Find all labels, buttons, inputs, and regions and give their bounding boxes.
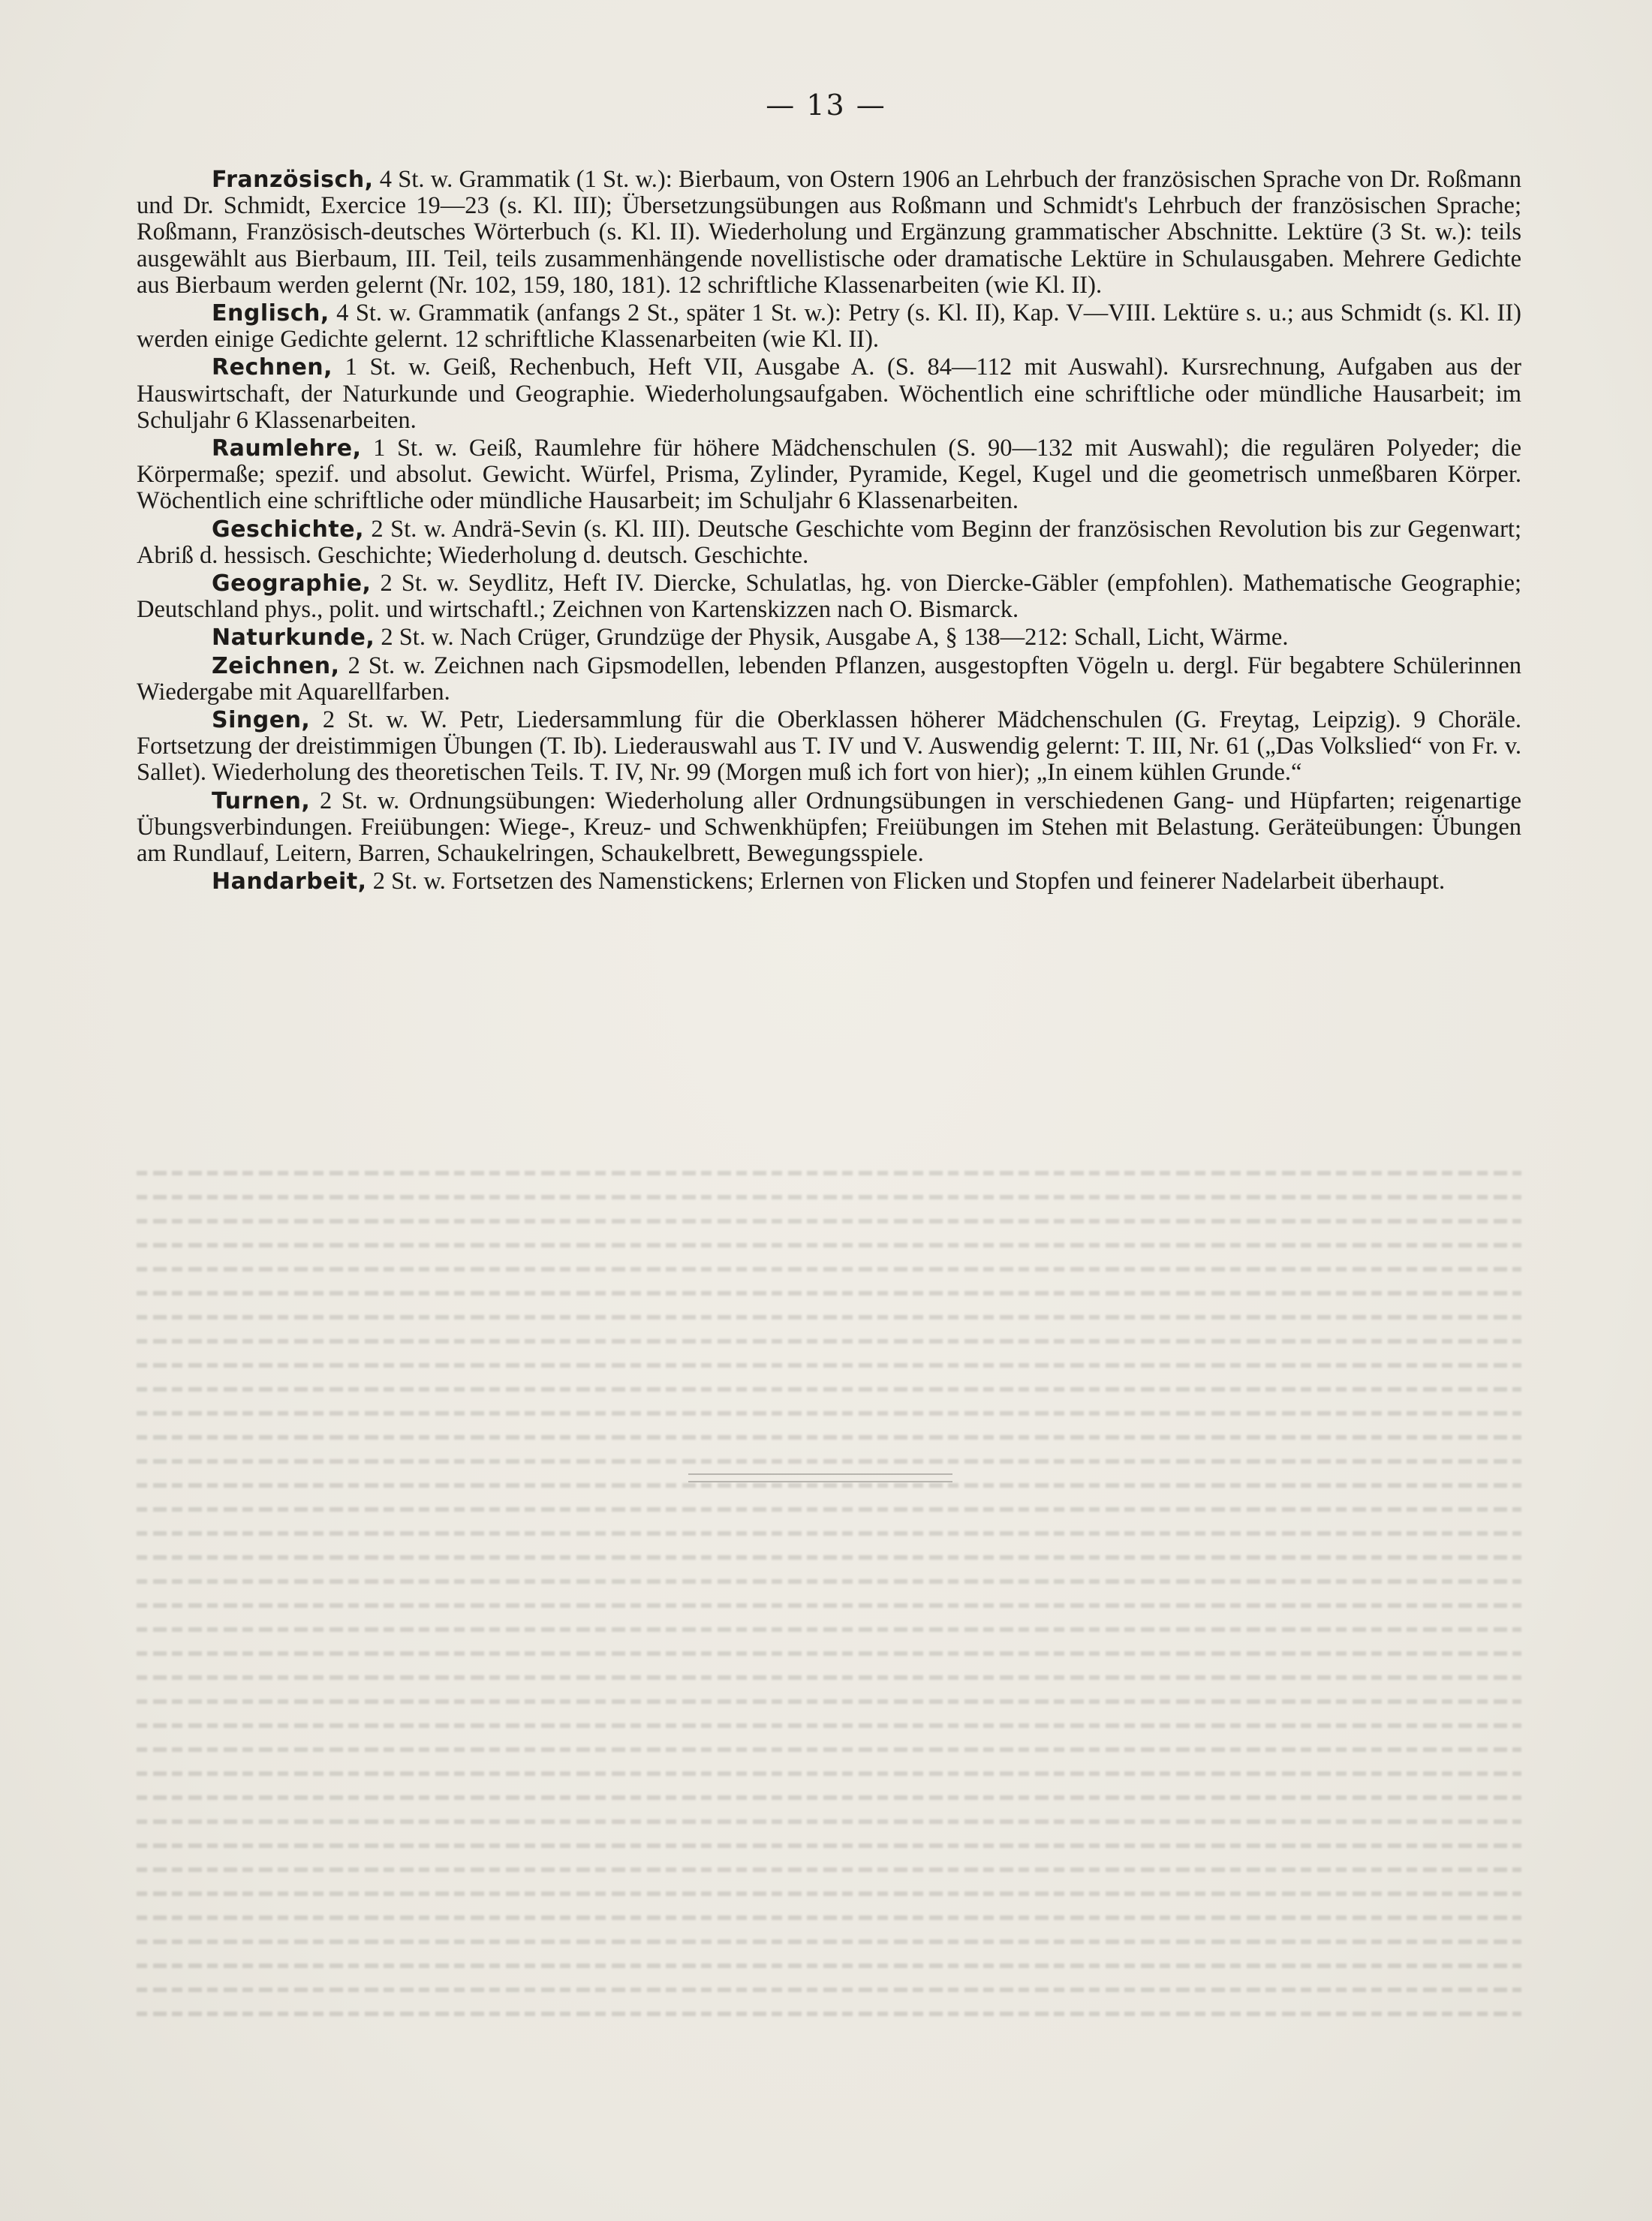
- subject-heading: Turnen,: [212, 787, 311, 814]
- subject-heading: Handarbeit,: [212, 868, 367, 895]
- bleed-through-texture: [137, 1171, 1521, 2072]
- paragraph-geschichte: [137, 516, 1521, 569]
- paragraph-text: 4 St. w. Grammatik (anfangs 2 St., später 1 St. w.): Petry (s. Kl. II), Kap. V—VIII. Lektüre s. u.; aus Schmidt (s. Kl. II) werden einige Gedichte gelernt. 12 schriftliche Klassenarbeiten (wie Kl. II).: [137, 299, 1521, 354]
- page-number: — 13 —: [766, 89, 886, 122]
- bleed-line: [137, 1339, 1521, 1344]
- bleed-line: [137, 1891, 1521, 1896]
- bleed-line: [137, 1843, 1521, 1848]
- paragraph-text: 2 St. w. Zeichnen nach Gipsmodellen, lebenden Pflanzen, ausgestopften Vögeln u. dergl. Für begabtere Schülerinnen Wiedergabe mit Aquarellfarben.: [137, 652, 1521, 706]
- bleed-line: [137, 1243, 1521, 1247]
- paragraph-raumlehre: [137, 435, 1521, 515]
- subject-heading: Zeichnen,: [212, 652, 340, 679]
- bleed-line: [137, 1819, 1521, 1824]
- bleed-line: [137, 1507, 1521, 1512]
- bleed-line: [137, 1315, 1521, 1320]
- bleed-line: [137, 1195, 1521, 1199]
- paragraph-naturkunde: [137, 624, 1521, 651]
- paragraph-englisch: [137, 300, 1521, 353]
- paragraph-text: 2 St. w. Ordnungsübungen: Wiederholung aller Ordnungsübungen in verschiedenen Gang- und Hüpfarten; reigenartige Übungsverbindungen. Freiübungen: Wiege-, Kreuz- und Schwenkhüpfen; Freiübungen im Stehen mit Belastung. Geräteübungen: Übungen am Rundlauf, Leitern, Barren, Schaukelringen, Schaukelbrett, Bewegungsspiele.: [137, 787, 1521, 868]
- paragraph-zeichnen: [137, 653, 1521, 706]
- bleed-line: [137, 1964, 1521, 1968]
- subject-heading: Singen,: [212, 707, 311, 734]
- paragraph-text: 1 St. w. Geiß, Raumlehre für höhere Mädchenschulen (S. 90—132 mit Auswahl); die regulären Polyeder; die Körpermaße; spezif. und absolut. Gewicht. Würfel, Prisma, Zylinder, Pyramide, Kegel, Kugel und die geometrisch unmeßbaren Körper. Wöchentlich eine schriftliche oder mündliche Hausarbeit; im Schuljahr 6 Klassenarbeiten.: [137, 435, 1521, 515]
- bleed-line: [137, 1651, 1521, 1656]
- bleed-line: [137, 1675, 1521, 1680]
- section-divider: [688, 1473, 952, 1482]
- paragraph-singen: [137, 707, 1521, 787]
- bleed-line: [137, 1363, 1521, 1368]
- subject-heading: Raumlehre,: [212, 435, 362, 462]
- bleed-line: [137, 1627, 1521, 1632]
- bleed-line: [137, 1771, 1521, 1776]
- subject-heading: Englisch,: [212, 300, 329, 327]
- bleed-line: [137, 1603, 1521, 1608]
- subject-heading: Naturkunde,: [212, 624, 375, 652]
- subject-heading: Französisch,: [212, 167, 374, 193]
- bleed-line: [137, 1699, 1521, 1704]
- bleed-line: [137, 1940, 1521, 1944]
- bleed-line: [137, 1531, 1521, 1536]
- bleed-line: [137, 1411, 1521, 1416]
- bleed-line: [137, 1795, 1521, 1800]
- bleed-line: [137, 1483, 1521, 1488]
- bleed-line: [137, 1723, 1521, 1728]
- paragraph-text: 2 St. w. Fortsetzen des Namenstickens; Erlernen von Flicken und Stopfen und feinerer Nadelarbeit überhaupt.: [366, 868, 1446, 895]
- paragraph-geographie: [137, 570, 1521, 623]
- paragraph-text: 2 St. w. W. Petr, Liedersammlung für die Oberklassen höherer Mädchenschulen (G. Freytag, Leipzig). 9 Choräle. Fortsetzung der dreistimmigen Übungen (T. Ib). Liederauswahl aus T. IV und V. Auswendig gelernt: T. III, Nr. 61 („Das Volkslied“ von Fr. v. Sallet). Wiederholung des theoretischen Teils. T. IV, Nr. 99 (Morgen muß ich fort von hier); „In einem kühlen Grunde.“: [137, 706, 1521, 787]
- bleed-line: [137, 1435, 1521, 1440]
- bleed-line: [137, 1267, 1521, 1272]
- paragraph-rechnen: [137, 354, 1521, 434]
- bleed-line: [137, 1579, 1521, 1584]
- bleed-line: [137, 1916, 1521, 1920]
- bleed-line: [137, 1459, 1521, 1464]
- curriculum-text: [137, 167, 1521, 896]
- paragraph-text: 4 St. w. Grammatik (1 St. w.): Bierbaum, von Ostern 1906 an Lehrbuch der französischen Sprache von Dr. Roßmann und Dr. Schmidt, Exercice 19—23 (s. Kl. III); Übersetzungsübungen aus Roßmann und Schmidt's Lehrbuch der französischen Sprache; Roßmann, Französisch-deutsches Wörterbuch (s. Kl. II). Wiederholung und Ergänzung grammatischer Abschnitte. Lektüre (3 St. w.): teils ausgewählt aus Bierbaum, III. Teil, teils zusammenhängende novellistische oder dramatische Lektüre in Schulausgaben. Mehrere Gedichte aus Bierbaum werden gelernt (Nr. 102, 159, 180, 181). 12 schriftliche Klassenarbeiten (wie Kl. II).: [137, 166, 1521, 299]
- paragraph-turnen: [137, 788, 1521, 868]
- paragraph-handarbeit: [137, 868, 1521, 895]
- bleed-line: [137, 1747, 1521, 1752]
- paragraph-text: 2 St. w. Nach Crüger, Grundzüge der Physik, Ausgabe A, § 138—212: Schall, Licht, Wärme.: [375, 624, 1289, 652]
- bleed-line: [137, 1171, 1521, 1175]
- bleed-line: [137, 1988, 1521, 1992]
- subject-heading: Geographie,: [212, 570, 372, 597]
- subject-heading: Rechnen,: [212, 354, 333, 381]
- bleed-line: [137, 2012, 1521, 2016]
- paragraph-text: 2 St. w. Seydlitz, Heft IV. Diercke, Schulatlas, hg. von Diercke-Gäbler (empfohlen). Mathematische Geographie; Deutschland phys., polit. und wirtschaftl.; Zeichnen von Kartenskizzen nach O. Bismarck.: [137, 570, 1521, 624]
- paragraph-text: 2 St. w. Andrä-Sevin (s. Kl. III). Deutsche Geschichte vom Beginn der französischen Revolution bis zur Gegenwart; Abriß d. hessisch. Geschichte; Wiederholung d. deutsch. Geschichte.: [137, 515, 1521, 569]
- bleed-line: [137, 1867, 1521, 1872]
- paragraph-text: 1 St. w. Geiß, Rechenbuch, Heft VII, Ausgabe A. (S. 84—112 mit Auswahl). Kursrechnung, Aufgaben aus der Hauswirtschaft, der Naturkunde und Geographie. Wiederholungsaufgaben. Wöchentlich eine schriftliche oder mündliche Hausarbeit; im Schuljahr 6 Klassenarbeiten.: [137, 354, 1521, 434]
- bleed-line: [137, 1219, 1521, 1223]
- paragraph-franzoesisch: [137, 167, 1521, 299]
- bleed-line: [137, 1291, 1521, 1296]
- subject-heading: Geschichte,: [212, 516, 364, 543]
- bleed-line: [137, 1555, 1521, 1560]
- bleed-line: [137, 1387, 1521, 1392]
